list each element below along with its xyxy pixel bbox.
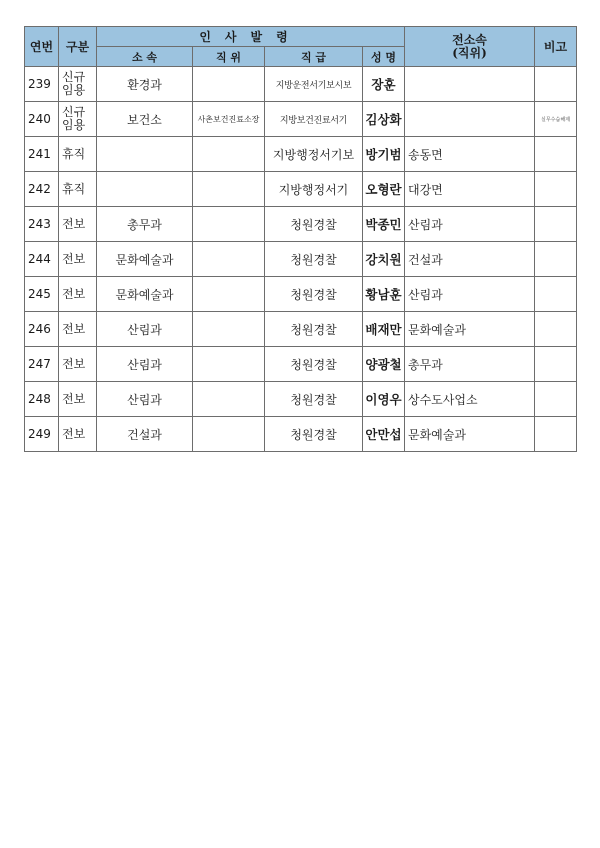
cell-prev: 대강면: [405, 172, 535, 207]
cell-name: 이영우: [363, 382, 405, 417]
header-dept: 소 속: [97, 47, 193, 67]
cell-grade: 지방보건진료서기: [265, 102, 363, 137]
cell-no: 247: [25, 347, 59, 382]
cell-dept: [97, 137, 193, 172]
table-row: [25, 417, 577, 452]
cell-grade: 지방운전서기보시보: [265, 67, 363, 102]
cell-prev: 송동면: [405, 137, 535, 172]
cell-position: [193, 67, 265, 102]
table-body: [25, 67, 577, 452]
cell-grade: 청원경찰: [265, 242, 363, 277]
cell-remarks: 실무수습해제: [535, 102, 577, 137]
cell-name: 오형란: [363, 172, 405, 207]
cell-no: 245: [25, 277, 59, 312]
cell-no: 241: [25, 137, 59, 172]
cell-name: 장훈: [363, 67, 405, 102]
cell-grade: 청원경찰: [265, 312, 363, 347]
cell-dept: 환경과: [97, 67, 193, 102]
cell-prev: [405, 102, 535, 137]
table-row: [25, 172, 577, 207]
cell-remarks: [535, 347, 577, 382]
cell-name: 배재만: [363, 312, 405, 347]
header-remarks: 비고: [535, 27, 577, 67]
cell-prev: 산림과: [405, 277, 535, 312]
cell-type: 전보: [59, 312, 97, 347]
cell-prev: 문화예술과: [405, 312, 535, 347]
cell-name: 양광철: [363, 347, 405, 382]
cell-prev: 건설과: [405, 242, 535, 277]
cell-no: 240: [25, 102, 59, 137]
cell-type: 전보: [59, 382, 97, 417]
cell-no: 243: [25, 207, 59, 242]
cell-type: 휴직: [59, 137, 97, 172]
cell-no: 239: [25, 67, 59, 102]
cell-remarks: [535, 312, 577, 347]
personnel-table: [24, 26, 577, 452]
cell-name: 강치원: [363, 242, 405, 277]
cell-position: [193, 207, 265, 242]
cell-position: [193, 137, 265, 172]
cell-dept: 건설과: [97, 417, 193, 452]
cell-dept: 총무과: [97, 207, 193, 242]
header-no: 연번: [25, 27, 59, 67]
cell-grade: 청원경찰: [265, 207, 363, 242]
cell-type: 휴직: [59, 172, 97, 207]
cell-grade: 지방행정서기보: [265, 137, 363, 172]
cell-grade: 청원경찰: [265, 347, 363, 382]
cell-type: 전보: [59, 242, 97, 277]
cell-remarks: [535, 172, 577, 207]
table-header: [25, 27, 577, 67]
cell-position: [193, 347, 265, 382]
cell-prev: [405, 67, 535, 102]
header-type: 구분: [59, 27, 97, 67]
cell-type: 신규임용: [59, 102, 97, 137]
cell-prev: 산림과: [405, 207, 535, 242]
cell-prev: 문화예술과: [405, 417, 535, 452]
cell-no: 248: [25, 382, 59, 417]
cell-dept: 보건소: [97, 102, 193, 137]
cell-position: [193, 172, 265, 207]
header-prev-line2: (직위): [452, 45, 487, 60]
cell-type: 전보: [59, 277, 97, 312]
cell-no: 249: [25, 417, 59, 452]
header-position: 직 위: [193, 47, 265, 67]
cell-dept: 산림과: [97, 312, 193, 347]
cell-position: [193, 417, 265, 452]
cell-remarks: [535, 207, 577, 242]
cell-dept: [97, 172, 193, 207]
cell-remarks: [535, 242, 577, 277]
cell-no: 242: [25, 172, 59, 207]
cell-position: 사촌보건진료소장: [193, 102, 265, 137]
header-name: 성 명: [363, 47, 405, 67]
cell-dept: 문화예술과: [97, 242, 193, 277]
cell-position: [193, 242, 265, 277]
cell-type: 신규임용: [59, 67, 97, 102]
cell-grade: 청원경찰: [265, 417, 363, 452]
header-grade: 직 급: [265, 47, 363, 67]
cell-remarks: [535, 67, 577, 102]
cell-grade: 지방행정서기: [265, 172, 363, 207]
table-row: [25, 102, 577, 137]
cell-name: 안만섭: [363, 417, 405, 452]
cell-prev: 총무과: [405, 347, 535, 382]
cell-position: [193, 277, 265, 312]
cell-dept: 산림과: [97, 347, 193, 382]
cell-remarks: [535, 382, 577, 417]
table-row: [25, 137, 577, 172]
cell-remarks: [535, 417, 577, 452]
cell-type: 전보: [59, 417, 97, 452]
cell-type: 전보: [59, 347, 97, 382]
cell-dept: 문화예술과: [97, 277, 193, 312]
cell-grade: 청원경찰: [265, 277, 363, 312]
header-prev-line1: 전소속: [452, 32, 487, 47]
cell-name: 방기범: [363, 137, 405, 172]
cell-position: [193, 312, 265, 347]
cell-position: [193, 382, 265, 417]
personnel-order-sheet: [24, 26, 576, 452]
cell-no: 246: [25, 312, 59, 347]
table-row: [25, 242, 577, 277]
cell-name: 황남훈: [363, 277, 405, 312]
cell-remarks: [535, 137, 577, 172]
cell-grade: 청원경찰: [265, 382, 363, 417]
cell-dept: 산림과: [97, 382, 193, 417]
cell-prev: 상수도사업소: [405, 382, 535, 417]
cell-name: 박종민: [363, 207, 405, 242]
cell-remarks: [535, 277, 577, 312]
header-appointment: 인사발령: [97, 27, 405, 47]
table-row: [25, 347, 577, 382]
table-row: [25, 312, 577, 347]
cell-type: 전보: [59, 207, 97, 242]
table-row: [25, 382, 577, 417]
header-prev: [405, 27, 535, 67]
table-row: [25, 67, 577, 102]
cell-name: 김상화: [363, 102, 405, 137]
table-row: [25, 277, 577, 312]
table-row: [25, 207, 577, 242]
cell-no: 244: [25, 242, 59, 277]
